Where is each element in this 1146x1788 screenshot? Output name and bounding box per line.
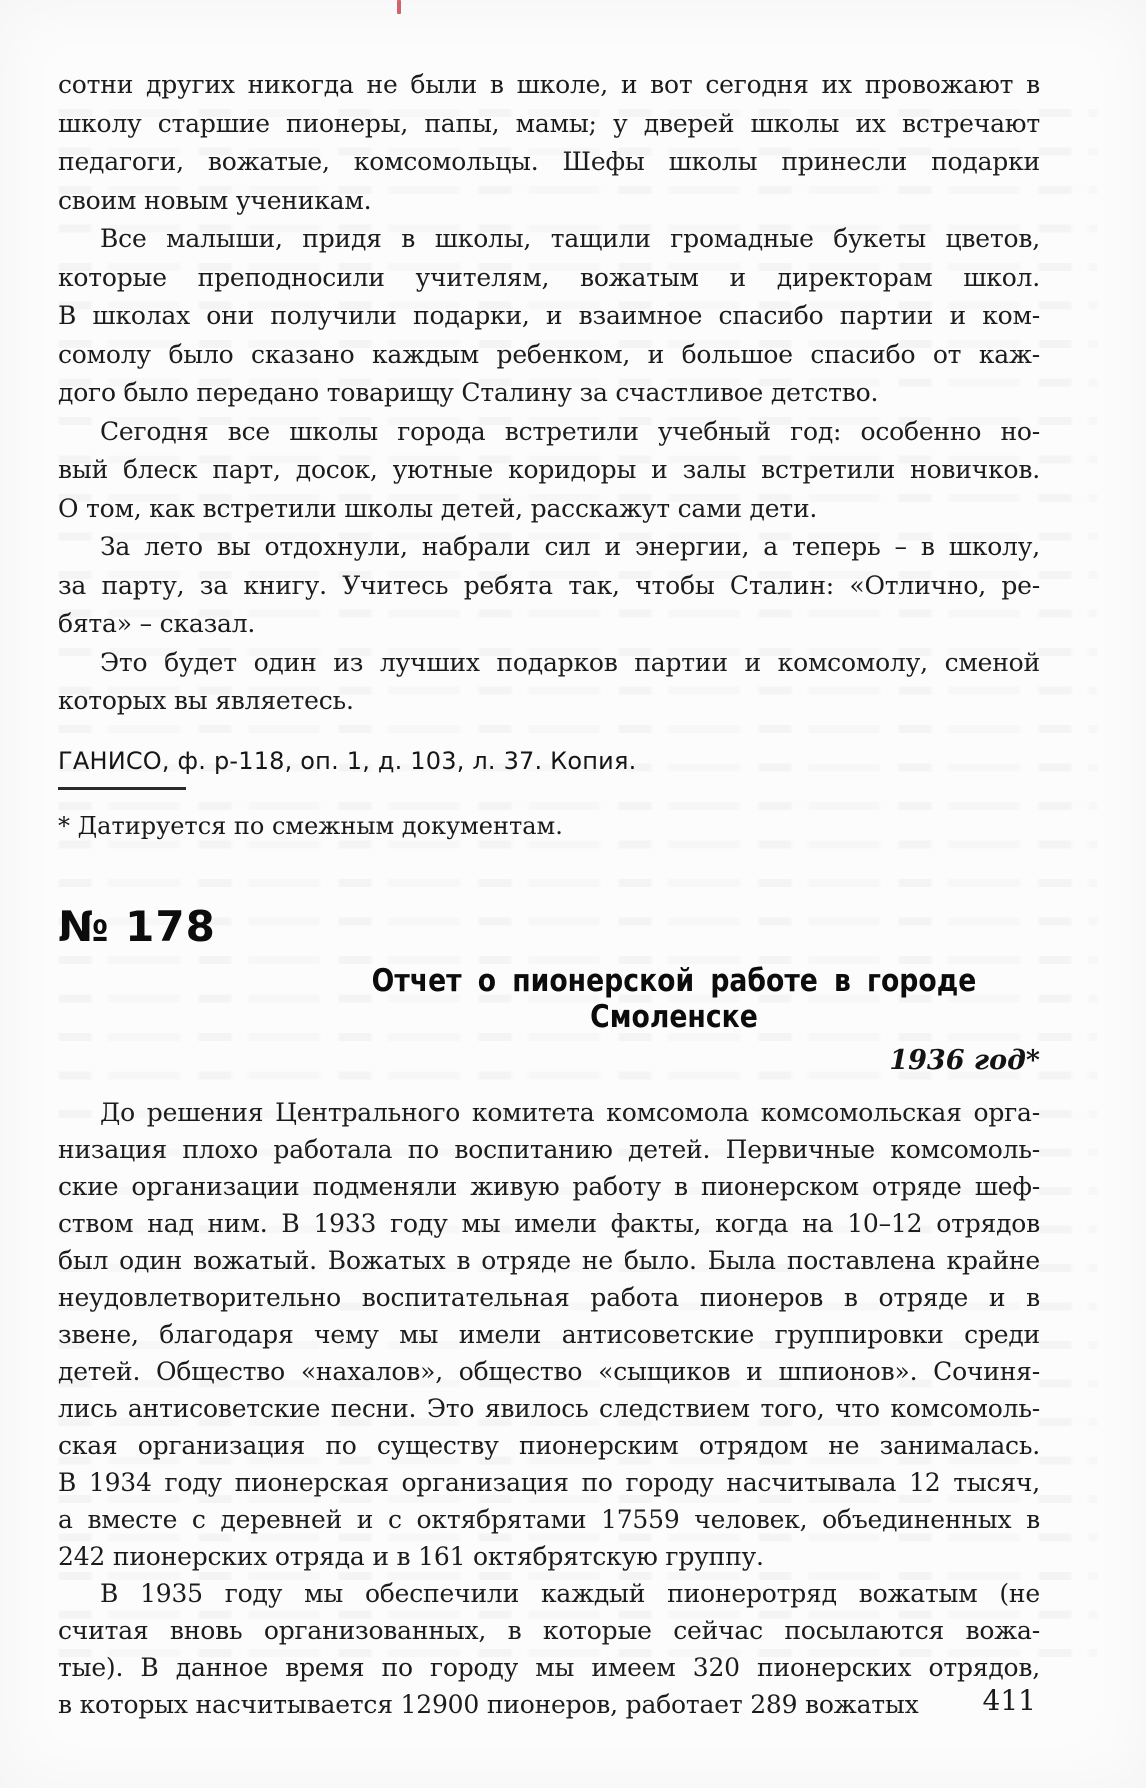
text-line: Сегодня все школы города встретили учебный год: особенно но- (100, 416, 1040, 446)
text-line: Это будет один из лучших подарков партии и комсомолу, сменой (100, 647, 1040, 677)
page-number: 411 (982, 1684, 1036, 1717)
document-number: № 178 (58, 901, 216, 951)
document-date: 1936 год* (889, 1044, 1040, 1076)
previous-document-continuation (58, 66, 1040, 721)
text-line: считая вновь организованных, в которые сейчас посылаются вожа- (58, 1615, 1040, 1645)
document-title (58, 963, 1040, 1035)
text-line: ская организация по существу пионерским отрядом не занималась. (58, 1430, 1040, 1460)
red-scan-artifact (397, 0, 401, 14)
text-line: ские организации подменяли живую работу в пионерском отряде шеф- (58, 1171, 1040, 1201)
text-line: За лето вы отдохнули, набрали сил и энергии, а теперь – в школу, (100, 532, 1040, 561)
page-content (58, 66, 1040, 1723)
text-line: своим новым ученикам. (58, 185, 372, 215)
footnote-divider (58, 787, 186, 790)
text-line: низация плохо работала по воспитанию детей. Первичные комсомоль- (58, 1134, 1040, 1164)
text-line: был один вожатый. Вожатых в отряде не было. Была поставлена крайне (58, 1245, 1040, 1275)
text-line: детей. Общество «нахалов», общество «сыщиков и шпионов». Сочиня- (58, 1356, 1040, 1386)
text-line: ством над ним. В 1933 году мы имели факты, когда на 10–12 отрядов (58, 1208, 1040, 1238)
text-line: неудовлетворительно воспитательная работа пионеров в отряде и в (58, 1282, 1040, 1312)
text-line: Все малыши, придя в школы, тащили громадные букеты цветов, (100, 224, 1040, 253)
text-line: тые). В данное время по городу мы имеем 320 пионерских отрядов, (58, 1652, 1040, 1682)
text-line: В 1934 году пионерская организация по городу насчитывала 12 тысяч, (58, 1467, 1040, 1497)
archive-source-line: ГАНИСО, ф. р-118, оп. 1, д. 103, л. 37. Копия. (58, 746, 637, 775)
text-line: которые преподносили учителям, вожатым и директорам школ. (58, 262, 1040, 292)
footnote-text: * Датируется по смежным документам. (58, 811, 563, 840)
text-line: звене, благодаря чему мы имели антисоветские группировки среди (58, 1319, 1040, 1349)
text-line: До решения Центрального комитета комсомола комсомольская орга- (100, 1097, 1040, 1127)
text-line: школу старшие пионеры, папы, мамы; у дверей школы их встречают (58, 108, 1040, 138)
text-line: сомолу было сказано каждым ребенком, и большое спасибо от каж- (58, 339, 1040, 369)
document-body (58, 1094, 1040, 1723)
text-line: В 1935 году мы обеспечили каждый пионеротряд вожатым (не (100, 1578, 1040, 1608)
text-line: В школах они получили подарки, и взаимное спасибо партии и ком- (58, 301, 1040, 330)
document-title-text: Отчет о пионерской работе в городе Смоленске (371, 962, 977, 1035)
text-line: вый блеск парт, досок, уютные коридоры и залы встретили новичков. (58, 455, 1040, 484)
text-line: а вместе с деревней и с октябрятами 17559 человек, объединенных в (58, 1504, 1040, 1534)
text-line: за парту, за книгу. Учитесь ребята так, чтобы Сталин: «Отлично, ре- (58, 570, 1040, 600)
text-line: дого было передано товарищу Сталину за счастливое детство. (58, 378, 879, 407)
text-line: О том, как встретили школы детей, расскажут сами дети. (58, 493, 818, 523)
text-line: 242 пионерских отряда и в 161 октябрятскую группу. (58, 1541, 764, 1571)
text-line: лись антисоветские песни. Это явилось следствием того, что комсомоль- (58, 1393, 1040, 1423)
text-line: в которых насчитывается 12900 пионеров, работает 289 вожатых (58, 1689, 919, 1719)
text-line: бята» – сказал. (58, 609, 256, 638)
text-line: которых вы являетесь. (58, 686, 354, 715)
text-line: педагоги, вожатые, комсомольцы. Шефы школы принесли подарки (58, 147, 1040, 176)
text-line: сотни других никогда не были в школе, и вот сегодня их провожают в (58, 70, 1040, 99)
